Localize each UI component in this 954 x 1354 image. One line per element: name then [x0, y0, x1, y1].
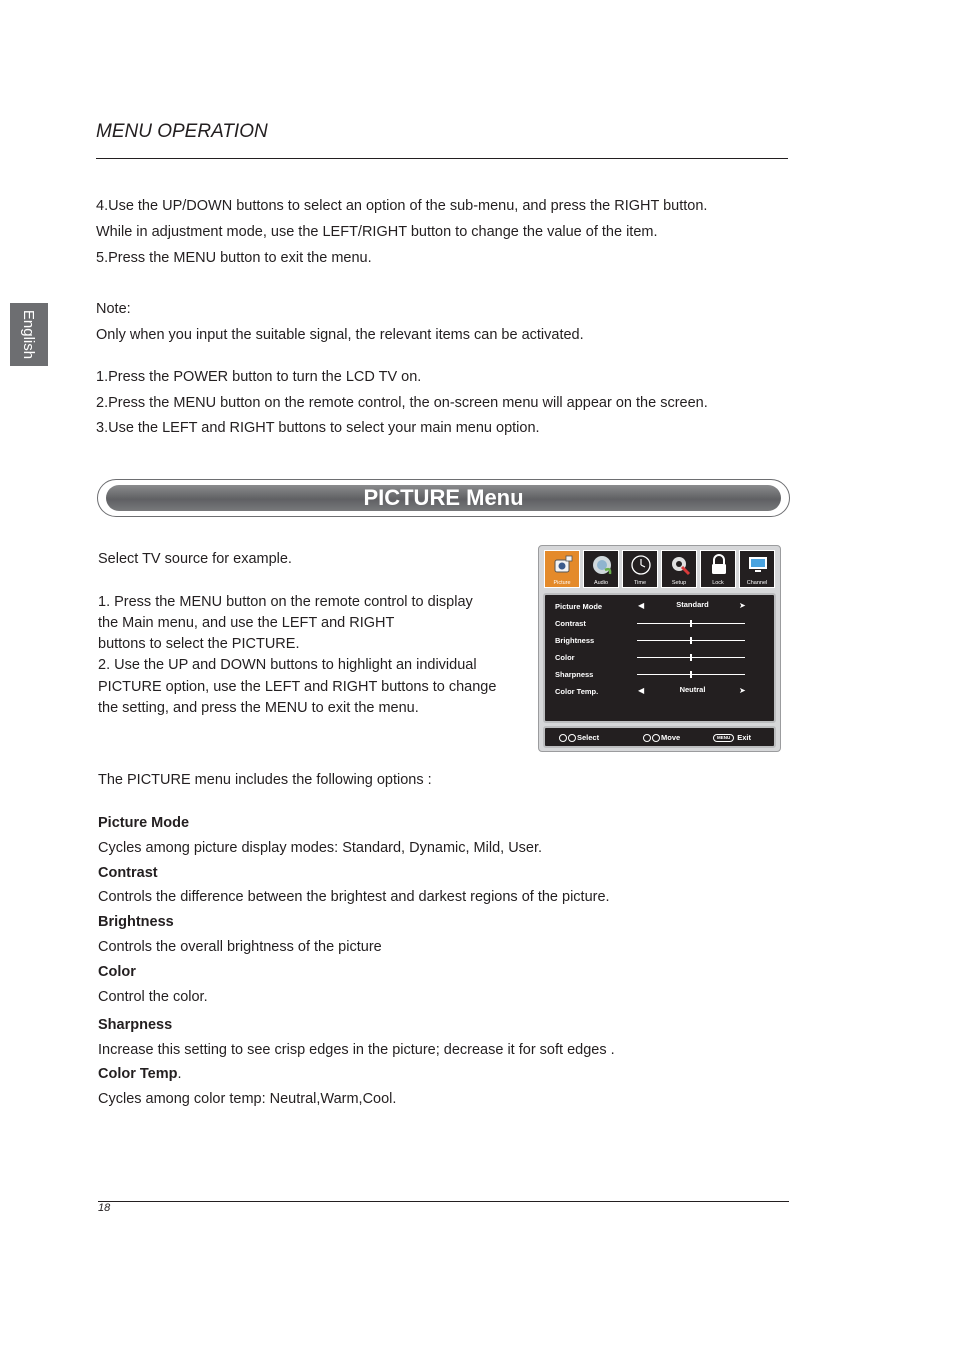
tv-row-color	[555, 653, 765, 667]
slider-knob	[690, 654, 692, 661]
option-title: Color Temp	[98, 1066, 178, 1082]
wrench-icon	[669, 554, 691, 576]
tv-tab-label: Audio	[593, 580, 609, 586]
exit-hint	[713, 733, 751, 742]
footer-rule	[98, 1201, 789, 1202]
color-slider	[637, 657, 745, 658]
tv-tab-label: Lock	[712, 580, 724, 586]
arrow-right-icon: ➤	[739, 601, 746, 610]
tv-row-label: Contrast	[555, 619, 586, 628]
tv-tab-time	[622, 550, 658, 588]
tv-row-brightness	[555, 636, 765, 650]
instruction-line: 1. Press the MENU button on the remote control to display	[98, 593, 473, 610]
option-description: Cycles among color temp: Neutral,Warm,Cool.	[98, 1091, 397, 1107]
tv-row-label: Picture Mode	[555, 602, 603, 611]
tv-tab-channel	[739, 550, 775, 588]
language-tab	[10, 303, 48, 366]
camera-icon	[552, 554, 574, 576]
tv-row-value: Standard	[676, 600, 709, 609]
arrow-left-icon: ◀	[638, 601, 645, 610]
step-5-line: 5.Press the MENU button to exit the menu.	[96, 250, 372, 266]
option-title-wrap	[98, 1066, 182, 1082]
slider-knob	[690, 671, 692, 678]
sharpness-slider	[637, 674, 745, 675]
section-banner-fill	[106, 485, 781, 511]
tv-tab-label: Setup	[671, 580, 687, 586]
option-title: Contrast	[98, 865, 158, 881]
tv-tab-setup	[661, 550, 697, 588]
note-text: Only when you input the suitable signal, the relevant items can be activated.	[96, 327, 584, 343]
page-header-title: MENU OPERATION	[96, 121, 268, 142]
brightness-slider	[637, 640, 745, 641]
option-title: Color	[98, 964, 136, 980]
step-4-continued: While in adjustment mode, use the LEFT/RIGHT button to change the value of the item.	[96, 224, 658, 240]
options-intro: The PICTURE menu includes the following options :	[98, 772, 432, 788]
option-title: Brightness	[98, 914, 174, 930]
instruction-line: PICTURE option, use the LEFT and RIGHT buttons to change	[98, 678, 497, 695]
tv-row-label: Sharpness	[555, 670, 594, 679]
menu-key-icon: MENU	[713, 734, 734, 742]
option-description: Cycles among picture display modes: Standard, Dynamic, Mild, User.	[98, 840, 543, 856]
arrow-right-icon: ➤	[739, 686, 746, 695]
move-hint-label: Move	[661, 733, 681, 742]
step-4-line: 4.Use the UP/DOWN buttons to select an option of the sub-menu, and press the RIGHT button.	[96, 198, 708, 214]
tv-tab-audio	[583, 550, 619, 588]
slider-knob	[690, 637, 692, 644]
option-description: Increase this setting to see crisp edges in the picture; decrease it for soft edges .	[98, 1042, 615, 1058]
select-hint-label: Select	[577, 733, 600, 742]
option-title: Picture Mode	[98, 815, 190, 831]
option-description: Control the color.	[98, 989, 208, 1005]
step-3-line: 3.Use the LEFT and RIGHT buttons to select your main menu option.	[96, 420, 540, 436]
instruction-line	[98, 570, 496, 591]
slider-knob	[690, 620, 692, 627]
instruction-line: the Main menu, and use the LEFT and RIGHT	[98, 614, 395, 631]
instruction-line: buttons to select the PICTURE.	[98, 636, 300, 653]
tv-row-value: Neutral	[679, 685, 706, 694]
up-button-icon	[559, 734, 567, 742]
left-button-icon	[643, 734, 651, 742]
arrow-left-icon: ◀	[638, 686, 645, 695]
tv-row-label: Color	[555, 653, 575, 662]
language-tab-label: English	[20, 309, 38, 360]
page-number: 18	[98, 1202, 111, 1214]
note-label: Note:	[96, 301, 131, 317]
tv-row-picture-mode	[555, 602, 765, 616]
instruction-line: the setting, and press the MENU to exit the menu.	[98, 700, 419, 717]
section-title: PICTURE Menu	[363, 485, 524, 510]
section-banner	[97, 479, 790, 517]
tv-tab-picture	[544, 550, 580, 588]
speaker-icon	[591, 554, 613, 576]
tv-row-contrast	[555, 619, 765, 633]
tv-row-label: Brightness	[555, 636, 595, 645]
instruction-line: 2. Use the UP and DOWN buttons to highlight an individual	[98, 657, 477, 674]
step-2-line: 2.Press the MENU button on the remote control, the on-screen menu will appear on the screen.	[96, 395, 708, 411]
instruction-line: Select TV source for example.	[98, 551, 292, 567]
option-title: Sharpness	[98, 1017, 173, 1033]
option-title-suffix: .	[177, 1066, 182, 1082]
option-description: Controls the difference between the brightest and darkest regions of the picture.	[98, 889, 610, 905]
tv-row-label: Color Temp.	[555, 687, 599, 696]
tv-menu-footer	[543, 726, 776, 748]
step-1-line: 1.Press the POWER button to turn the LCD TV on.	[96, 369, 422, 385]
clock-icon	[630, 554, 652, 576]
instructions-block	[98, 549, 496, 719]
move-hint	[643, 733, 680, 742]
monitor-icon	[747, 554, 769, 576]
down-button-icon	[568, 734, 576, 742]
tv-tab-lock	[700, 550, 736, 588]
tv-menu-illustration	[538, 545, 781, 752]
select-hint	[559, 733, 599, 742]
tv-tab-label: Time	[633, 580, 647, 586]
contrast-slider	[637, 623, 745, 624]
tv-row-color-temp	[555, 687, 765, 701]
tv-settings-panel	[543, 593, 776, 723]
header-rule	[96, 158, 788, 159]
tv-row-sharpness	[555, 670, 765, 684]
exit-hint-label: Exit	[737, 733, 752, 742]
lock-icon	[708, 554, 730, 576]
right-button-icon	[652, 734, 660, 742]
tv-tab-label: Picture	[553, 580, 571, 586]
tv-tab-label: Channel	[746, 580, 768, 586]
option-description: Controls the overall brightness of the picture	[98, 939, 382, 955]
